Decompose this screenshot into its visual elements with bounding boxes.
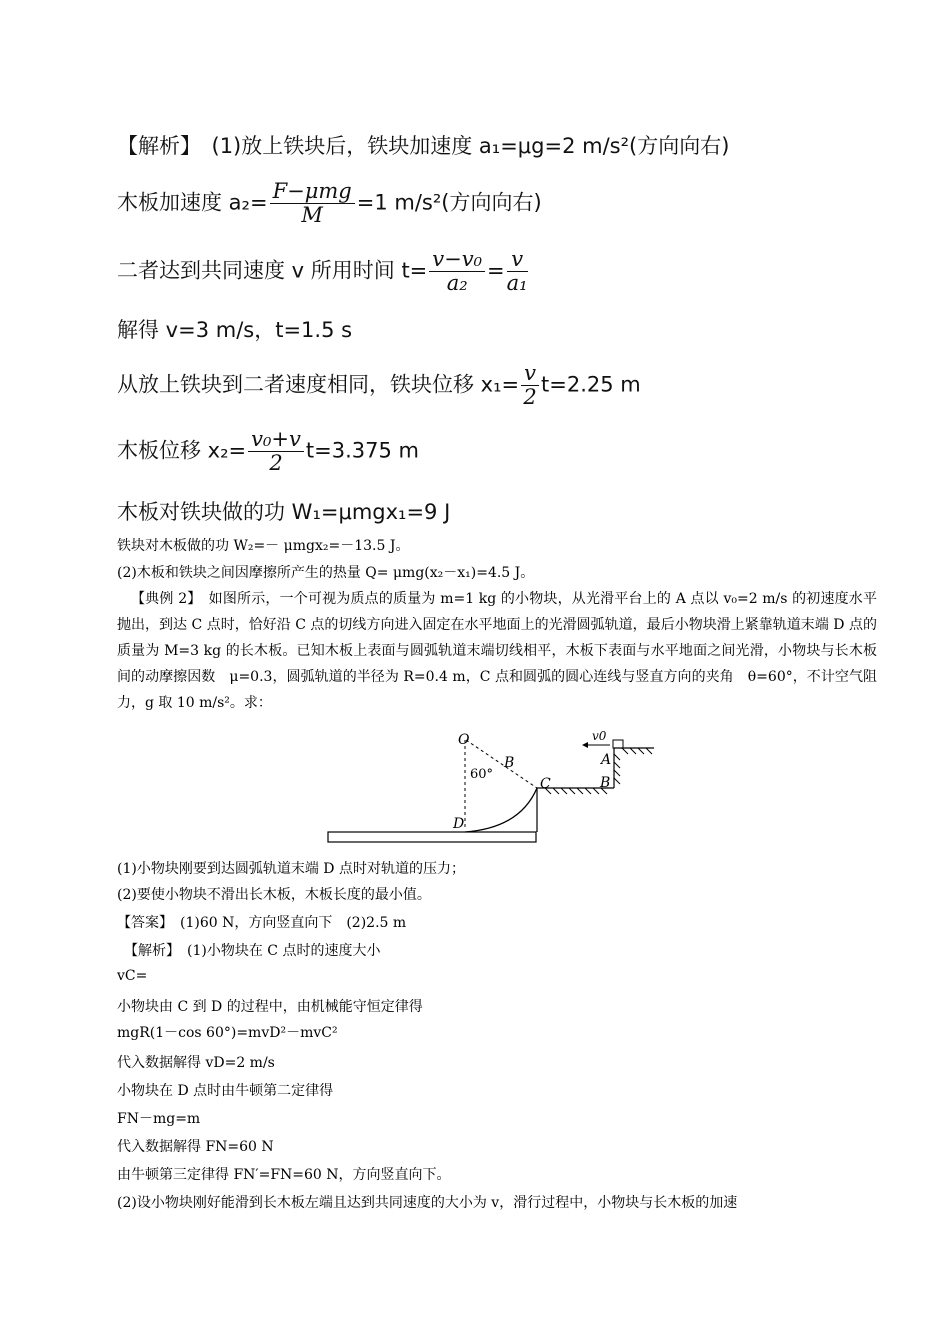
solution-velocity-time-text: 解得 v=3 m/s，t=1.5 s xyxy=(117,318,353,342)
label-C: C xyxy=(540,776,551,792)
newton-equation: FN－mg=m xyxy=(117,1111,201,1127)
arc-track xyxy=(465,788,537,832)
analysis-line-1-text: 【解析】 (1)放上铁块后，铁块加速度 a₁=μg=2 m/s²(方向向右) xyxy=(117,134,730,158)
work-on-board-line: 铁块对木板做的功 W₂=－ μmgx₂=－13.5 J。 xyxy=(117,538,410,554)
fraction-numerator: v−v₀ xyxy=(429,248,485,272)
newton-third-line: 由牛顿第三定律得 FN′=FN=60 N，方向竖直向下。 xyxy=(117,1167,451,1183)
small-block xyxy=(613,740,623,748)
question-2: (2)要使小物块不滑出长木板，木板长度的最小值。 xyxy=(117,887,431,903)
block-displacement-prefix: 从放上铁块到二者速度相同，铁块位移 x₁= xyxy=(117,372,520,397)
board-displacement-line xyxy=(117,428,419,475)
physics-diagram xyxy=(0,728,950,848)
platform-wall-hatch xyxy=(614,754,620,784)
common-velocity-time-line: 二者达到共同速度 v 所用时间 t= $\frac{\text{v−v₀}}{\text{a₂}}$ = $\frac{v}{\text{a₁}}$ xyxy=(117,247,528,296)
fraction-numerator: F−μmg xyxy=(270,180,355,204)
label-A: A xyxy=(601,752,612,768)
board-displacement-prefix: 木板位移 x₂= xyxy=(117,438,247,463)
platform-top-hatch xyxy=(622,748,652,754)
fraction-denominator: 2 xyxy=(523,385,537,410)
label-B-right: B xyxy=(600,775,611,791)
fraction-denominator: M xyxy=(301,203,323,228)
analysis-start: 【解析】 (1)小物块在 C 点时的速度大小 xyxy=(117,943,381,959)
label-angle: 60° xyxy=(470,767,494,782)
velocity-c-line: vC= xyxy=(117,968,148,984)
fraction-numerator: v₀+v xyxy=(248,428,304,452)
energy-step-line: 小物块由 C 到 D 的过程中，由机械能守恒定律得 xyxy=(117,999,423,1015)
fraction-numerator: v xyxy=(507,248,528,272)
board-acceleration-prefix: 木板加速度 a₂= xyxy=(117,190,268,215)
label-v0: v0 xyxy=(592,729,607,743)
part-2-start: (2)设小物块刚好能滑到长木板左端且达到共同速度的大小为 v，滑行过程中，小物块与长木板的加速 xyxy=(117,1195,738,1211)
label-B-top: B xyxy=(504,755,515,771)
analysis-line-1 xyxy=(117,130,729,160)
block-displacement-line xyxy=(117,362,641,409)
normal-force-result: 代入数据解得 FN=60 N xyxy=(117,1139,274,1155)
board-acceleration-line xyxy=(117,180,542,227)
common-velocity-prefix: 二者达到共同速度 v 所用时间 t= xyxy=(117,258,428,283)
label-D: D xyxy=(453,816,465,832)
solution-velocity-time-line xyxy=(117,314,352,344)
question-1: (1)小物块刚要到达圆弧轨道末端 D 点时对轨道的压力； xyxy=(117,861,465,877)
fraction-denominator: a₂ xyxy=(446,271,468,296)
newton-second-line: 小物块在 D 点时由牛顿第二定律得 xyxy=(117,1083,334,1099)
long-board xyxy=(328,832,536,842)
label-O: O xyxy=(458,732,470,748)
block-displacement-fraction xyxy=(521,362,539,409)
energy-equation: mgR(1－cos 60°)=mvD²－mvC² xyxy=(117,1025,338,1041)
board-displacement-fraction xyxy=(248,428,304,475)
board-acceleration-suffix: =1 m/s²(方向向右) xyxy=(356,190,542,215)
time-fraction-1 xyxy=(429,248,485,295)
fraction-numerator: v xyxy=(521,362,539,386)
example-2-paragraph: 【典例 2】 如图所示，一个可视为质点的质量为 m=1 kg 的小物块，从光滑平台上的 A 点以 v₀=2 m/s 的初速度水平抛出，到达 C 点时，恰好沿 C 点的切线方向进入固定在水平地面上的光滑圆弧轨道，最后小物块滑上紧靠轨道末端 D 点的质量为 M=3 kg 的长木板。已知木板上表面与圆弧轨道末端切线相平，木板下表面与水平地面之间光滑，小物块与长木板间的动摩擦因数 μ=0.3，圆弧轨道的半径为 R=0.4 m，C 点和圆弧的圆心连线与竖直方向的夹角 θ=60°，不计空气阻力，g 取 10 m/s²。求： xyxy=(117,591,877,711)
work-on-block-line xyxy=(117,496,450,526)
board-acceleration-fraction xyxy=(270,180,355,227)
velocity-arrow-head xyxy=(582,742,588,748)
fraction-denominator: 2 xyxy=(269,451,283,476)
answer-line: 【答案】 (1)60 N，方向竖直向下 (2)2.5 m xyxy=(117,915,407,931)
work-on-block-text: 木板对铁块做的功 W₁=μmgx₁=9 J xyxy=(117,500,451,524)
board-displacement-suffix: t=3.375 m xyxy=(305,438,419,463)
fraction-denominator: a₁ xyxy=(506,271,528,296)
time-fraction-2 xyxy=(507,248,528,295)
ground-hatch xyxy=(545,788,607,794)
block-displacement-suffix: t=2.25 m xyxy=(541,372,641,397)
heat-line: (2)木板和铁块之间因摩擦所产生的热量 Q= μmg(x₂－x₁)=4.5 J。 xyxy=(117,565,535,581)
velocity-d-result: 代入数据解得 vD=2 m/s xyxy=(117,1055,275,1071)
